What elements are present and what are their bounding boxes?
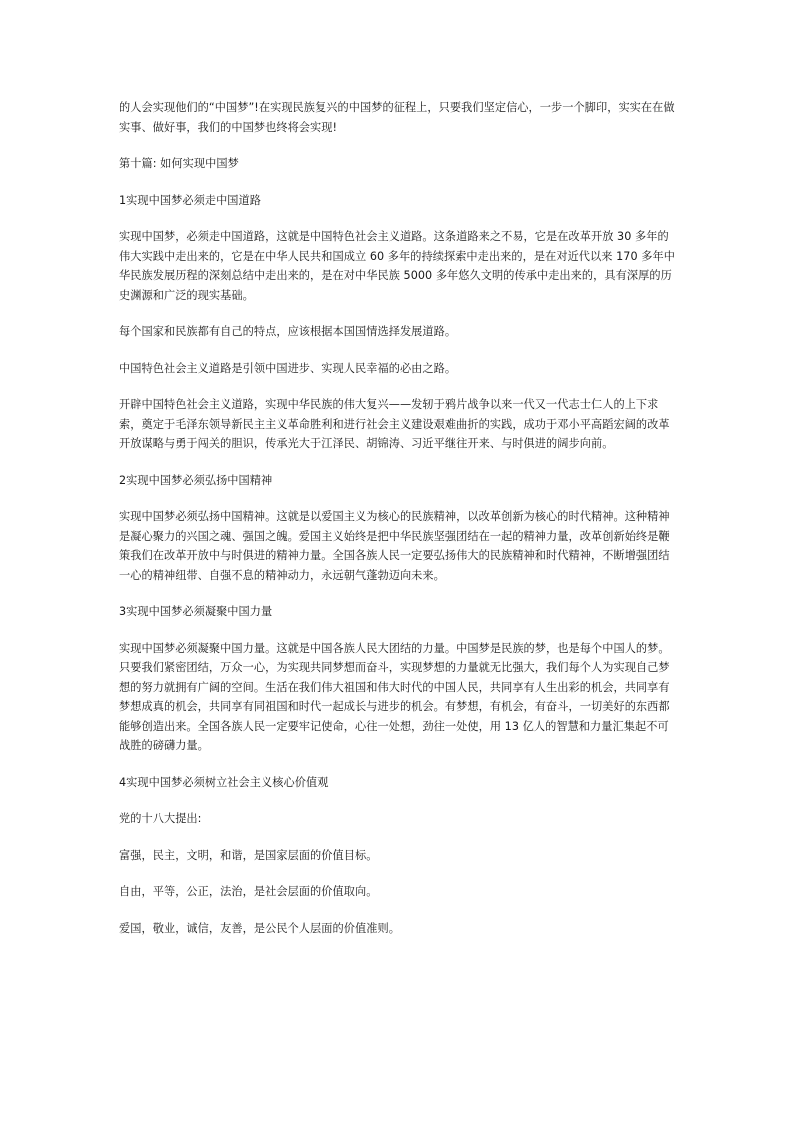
section-heading-1: 1实现中国梦必须走中国道路: [119, 193, 262, 207]
document-page: [119, 98, 677, 938]
paragraph: 实现中国梦必须凝聚中国力量。这就是中国各族人民大团结的力量。中国梦是民族的梦，也是每个中国人的梦。只要我们紧密团结，万众一心，为实现共同梦想而奋斗，实现梦想的力量就无比强大，我们每个人为实现自己梦想的努力就拥有广阔的空间。生活在我们伟大祖国和伟大时代的中国人民，共同享有人生出彩的机会，共同享有梦想成真的机会，共同享有同祖国和时代一起成长与进步的机会。有梦想，有机会，有奋斗，一切美好的东西都能够创造出来。全国各族人民一定要牢记使命，心往一处想，劲往一处使，用 13 亿人的智慧和力量汇集起不可战胜的磅礴力量。: [119, 641, 670, 752]
paragraph: 富强，民主，文明，和谐，是国家层面的价值目标。: [119, 848, 378, 862]
section-heading-2: 2实现中国梦必须弘扬中国精神: [119, 473, 273, 487]
paragraph: 自由，平等，公正，法治，是社会层面的价值取向。: [119, 885, 378, 898]
paragraph: 实现中国梦必须弘扬中国精神。这就是以爱国主义为核心的民族精神，以改革创新为核心的时代精神。这种精神是凝心聚力的兴国之魂、强国之魄。爱国主义始终是把中华民族坚强团结在一起的精神力量，改革创新始终是鞭策我们在改革开放中与时俱进的精神力量。全国各族人民一定要弘扬伟大的民族精神和时代精神，不断增强团结一心的精神纽带、自强不息的精神动力，永远朝气蓬勃迈向未来。: [119, 510, 670, 582]
paragraph: 党的十八大提出:: [119, 812, 202, 825]
paragraph: 中国特色社会主义道路是引领中国进步、实现人民幸福的必由之路。: [119, 361, 457, 375]
paragraph: 实现中国梦，必须走中国道路，这就是中国特色社会主义道路。这条道路来之不易，它是在改革开放 30 多年的伟大实践中走出来的，它是在中华人民共和国成立 60 多年的持续探索中走出来的，是在对近代以来 170 多年中华民族发展历程的深刻总结中走出来的，是在对中华民族 5000 多年悠久文明的传承中走出来的，具有深厚的历史渊源和广泛的现实基础。: [119, 230, 675, 302]
paragraph: 爱国，敬业，诚信，友善，是公民个人层面的价值准则。: [119, 921, 400, 935]
paragraph-intro: 的人会实现他们的“中国梦”!在实现民族复兴的中国梦的征程上，只要我们坚定信心，一步一个脚印，实实在在做实事、做好事，我们的中国梦也终将会实现!: [119, 101, 675, 134]
paragraph: 开辟中国特色社会主义道路，实现中华民族的伟大复兴——发轫于鸦片战争以来一代又一代志士仁人的上下求索，奠定于毛泽东领导新民主主义革命胜利和进行社会主义建设艰难曲折的实践，成功于邓小平高蹈宏阔的改革开放谋略与勇于闯关的胆识，传承光大于江泽民、胡锦涛、习近平继往开来、与时俱进的阔步向前。: [119, 398, 670, 450]
paragraph: 每个国家和民族都有自己的特点，应该根据本国国情选择发展道路。: [119, 325, 457, 338]
chapter-title: 第十篇: 如何实现中国梦: [119, 157, 239, 170]
section-heading-3: 3实现中国梦必须凝聚中国力量: [119, 605, 273, 618]
section-heading-4: 4实现中国梦必须树立社会主义核心价值观: [119, 775, 329, 789]
